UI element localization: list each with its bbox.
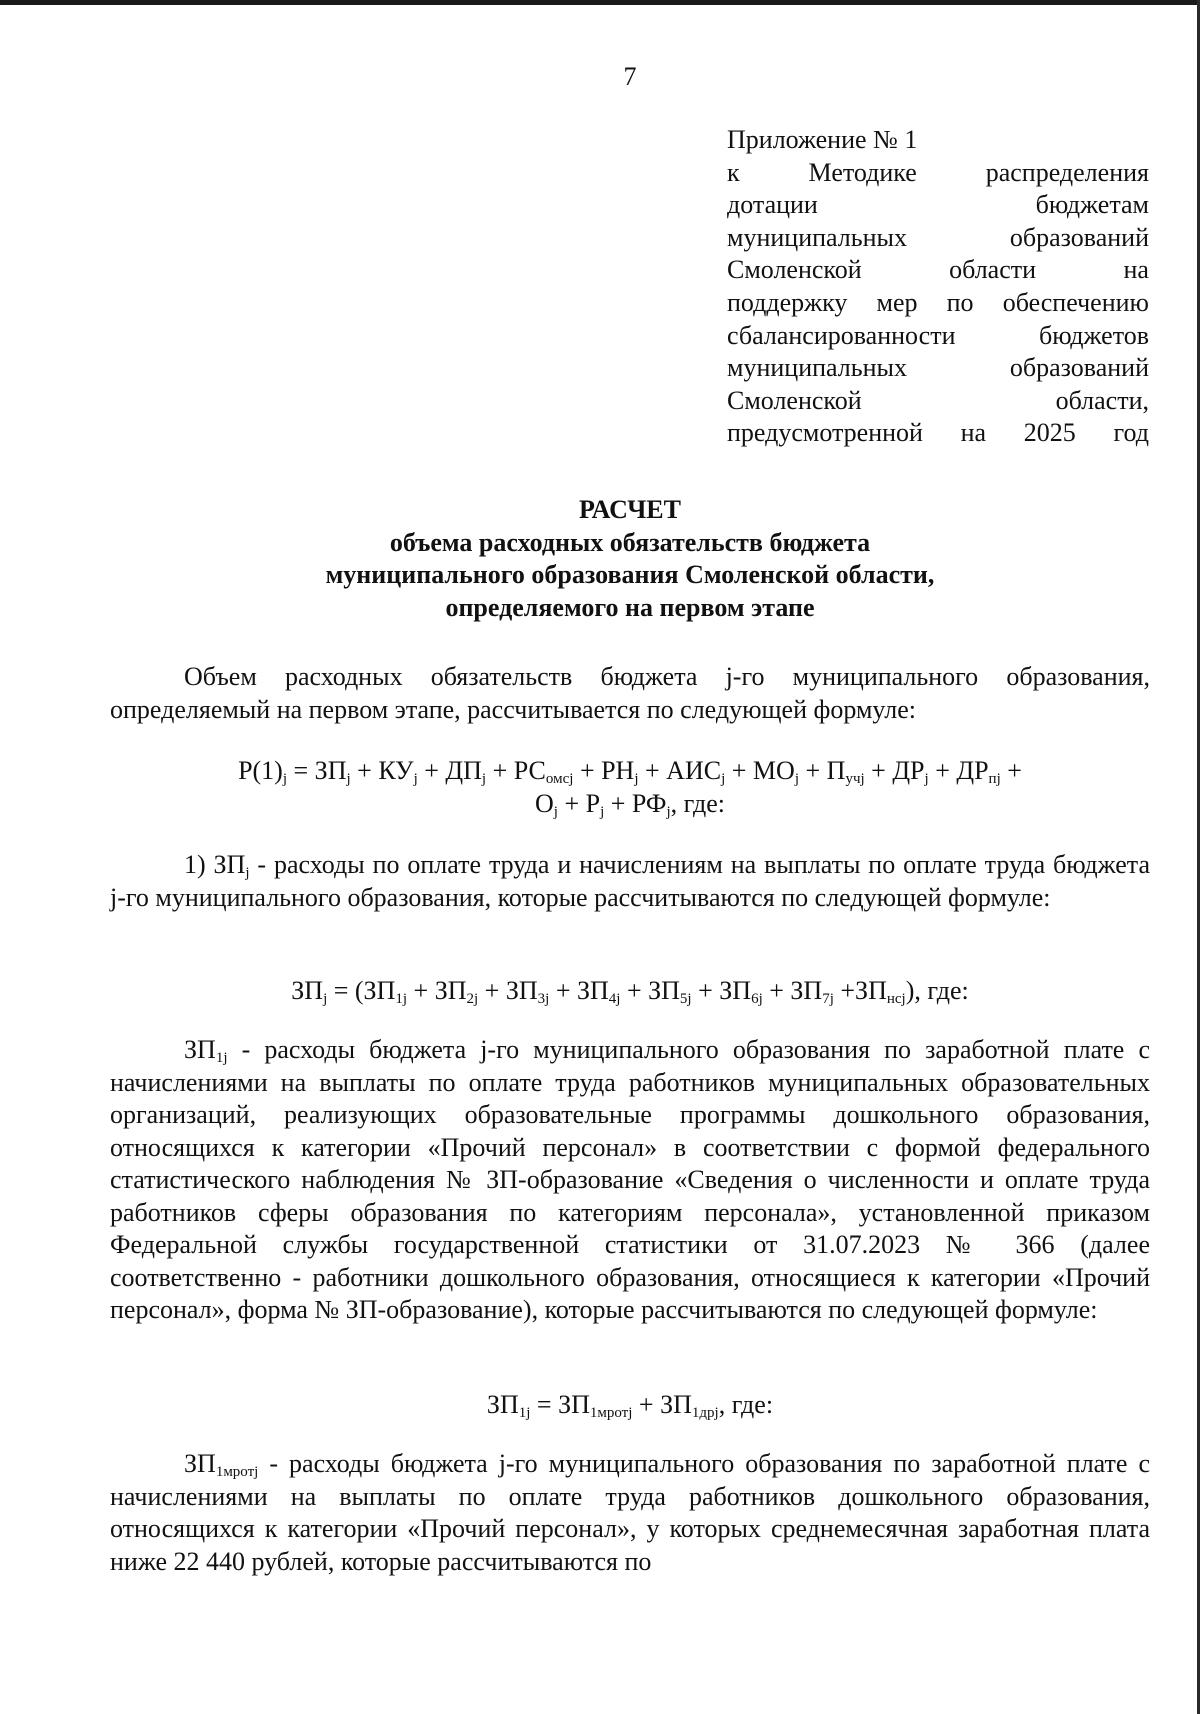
appendix-word: муниципальных xyxy=(727,222,908,252)
appendix-line xyxy=(727,254,1149,287)
appendix-line: Приложение № 1 xyxy=(727,125,918,154)
appendix-word: на xyxy=(960,418,987,448)
appendix-line xyxy=(727,385,1149,418)
appendix-word: мер xyxy=(876,287,918,317)
appendix-word: сбалансированности xyxy=(727,320,956,350)
title-line: РАСЧЕТ xyxy=(579,495,681,524)
formula-zp1: $ЗП_{1j} = ЗП_{1мротj} + ЗП_{1дрj}$, где: xyxy=(486,1390,774,1421)
title-line: муниципального образования Смоленской области, xyxy=(325,560,935,589)
page-number: 7 xyxy=(623,62,637,91)
appendix-line xyxy=(727,352,1149,385)
item-1-paragraph: 1) $ЗП_j$ - расходы по оплате труда и начислениям на выплаты по оплате труда бюджета j-го муниципального образования, которые рассчитываются по следующей формуле: xyxy=(110,850,1150,912)
appendix-word: Методике xyxy=(808,157,917,187)
scan-edge-top xyxy=(0,0,1200,5)
appendix-line xyxy=(727,320,1149,353)
appendix-word: 2025 xyxy=(1023,418,1076,448)
appendix-word: год xyxy=(1113,418,1149,448)
appendix-line xyxy=(727,287,1149,320)
appendix-word: Смоленской xyxy=(727,255,862,285)
formula-zp: $ЗП_j = (ЗП_{1j} + ЗП_{2j} + ЗП_{3j} + ЗП_{4j} + ЗП_{5j} + ЗП_{6j} + ЗП_{7j} +ЗП_{нсj})$, где: xyxy=(291,976,969,1007)
appendix-line xyxy=(727,157,1149,190)
title-line: объема расходных обязательств бюджета xyxy=(389,527,871,557)
appendix-word: по xyxy=(946,287,974,317)
appendix-word: на xyxy=(1123,255,1149,285)
appendix-word: Смоленской xyxy=(727,385,862,415)
appendix-word: обеспечению xyxy=(1002,287,1149,317)
title-line: определяемого на первом этапе xyxy=(445,592,815,622)
appendix-word: бюджетам xyxy=(1035,190,1149,220)
appendix-line xyxy=(727,417,1149,450)
appendix-word: к xyxy=(727,157,740,187)
appendix-word: бюджетов xyxy=(1038,320,1149,350)
appendix-word: распределения xyxy=(985,157,1149,187)
intro-paragraph: Объем расходных обязательств бюджета j-го муниципального образования, определяемый на первом этапе, рассчитывается по следующей формуле: xyxy=(110,662,1150,724)
appendix-word: области, xyxy=(1055,385,1149,415)
appendix-line xyxy=(727,222,1149,255)
appendix-block xyxy=(727,124,1149,450)
appendix-word: образований xyxy=(1009,353,1149,383)
formula-line: $Р(1)_j = ЗП_j + КУ_j + ДП_j + РС_{омсj} + РН_j + АИС_j + МО_j + П_{учj} + ДР_j + ДР_{пj}$ + xyxy=(238,756,1022,787)
appendix-word: образований xyxy=(1009,222,1149,252)
appendix-word: дотации xyxy=(727,190,818,220)
appendix-line xyxy=(727,189,1149,222)
formula-line: $О_j + Р_j + РФ_j$, где: xyxy=(534,788,726,820)
document-title xyxy=(110,494,1150,624)
formula-main xyxy=(110,755,1150,820)
appendix-word: предусмотренной xyxy=(727,418,923,448)
zp1-description: $ЗП_{1j}$ - расходы бюджета j-го муниципального образования по заработной плате с начислениями на выплаты по оплате труда работников муниципальных образовательных организаций, реализующих образовательные программы дошкольного образования, относящихся к категории «Прочий персонал» в соответствии с формой федерального статистического наблюдения № ЗП-образование «Сведения о численности и оплате труда работников сферы образования по категориям персонала», установленной приказом Федеральной службы государственной статистики от 31.07.2023 № 366 (далее соответственно - работники дошкольного образования, относящиеся к категории «Прочий персонал», форма № ЗП-образование), которые рассчитываются по следующей формуле: xyxy=(110,1035,1150,1324)
zp1mrot-description: $ЗП_{1мротj}$ - расходы бюджета j-го муниципального образования по заработной плате с начислениями на выплаты по оплате труда работников дошкольного образования, относящихся к категории «Прочий персонал», у которых среднемесячная заработная плата ниже 22 440 рублей, которые рассчитываются по xyxy=(110,1449,1150,1576)
appendix-word: муниципальных xyxy=(727,353,908,383)
appendix-word: поддержку xyxy=(727,287,848,317)
appendix-word: области xyxy=(949,255,1037,285)
